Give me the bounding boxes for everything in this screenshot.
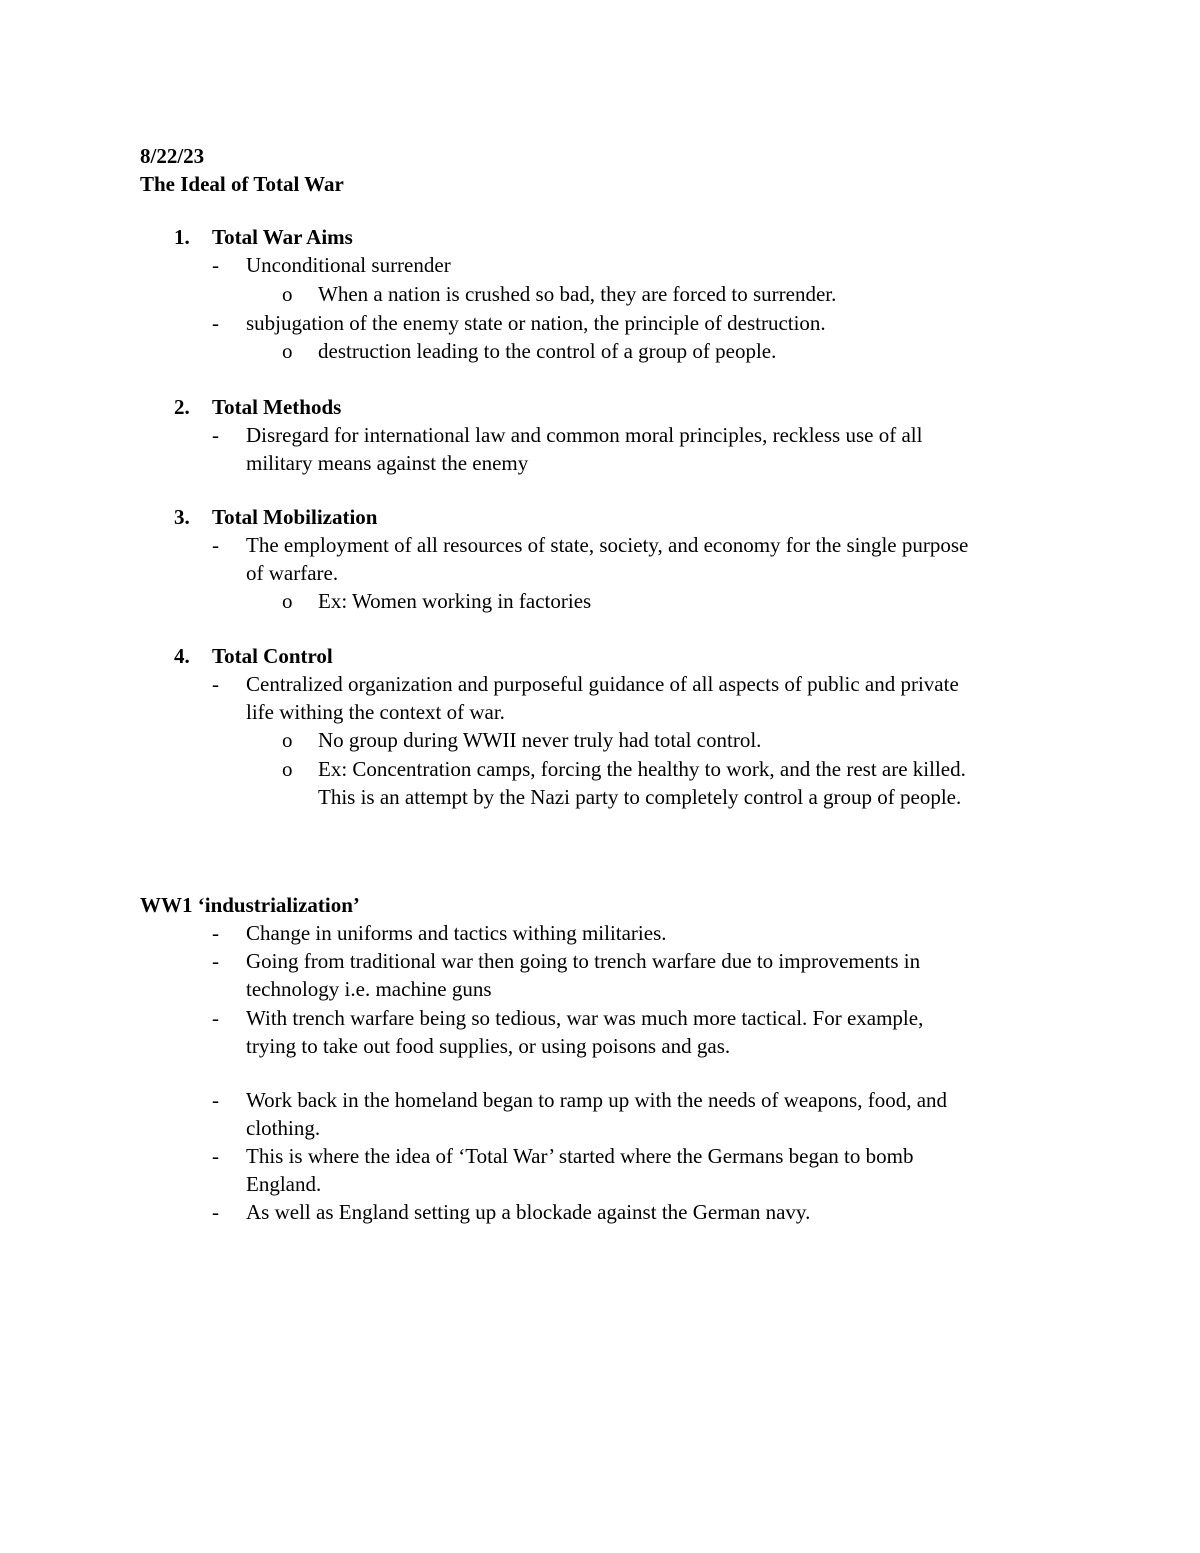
sub-bullet-marker: o: [282, 728, 293, 752]
sub-list-item: No group during WWII never truly had total control.: [318, 728, 762, 752]
sub-list-item: destruction leading to the control of a group of people.: [318, 339, 777, 363]
page-title: The Ideal of Total War: [140, 172, 344, 196]
dash-marker: -: [212, 253, 219, 277]
sub-list-item: Ex: Concentration camps, forcing the healthy to work, and the rest are killed.: [318, 757, 966, 781]
dash-marker: -: [212, 1144, 219, 1168]
section-heading: WW1 ‘industrialization’: [140, 893, 360, 917]
dash-marker: -: [212, 949, 219, 973]
list-item: subjugation of the enemy state or nation, the principle of destruction.: [246, 311, 826, 335]
sub-list-item-continued: This is an attempt by the Nazi party to completely control a group of people.: [318, 785, 962, 809]
section-number: 4.: [174, 644, 190, 668]
dash-marker: -: [212, 311, 219, 335]
list-item-continued: technology i.e. machine guns: [246, 977, 492, 1001]
section-heading: Total War Aims: [212, 225, 353, 249]
list-item-continued: trying to take out food supplies, or using poisons and gas.: [246, 1034, 731, 1058]
list-item-continued: military means against the enemy: [246, 451, 529, 475]
section-heading: Total Mobilization: [212, 505, 378, 529]
list-item: Going from traditional war then going to trench warfare due to improvements in: [246, 949, 921, 973]
list-item: As well as England setting up a blockade against the German navy.: [246, 1200, 811, 1224]
list-item: Work back in the homeland began to ramp up with the needs of weapons, food, and: [246, 1088, 948, 1112]
section-heading: Total Methods: [212, 395, 342, 419]
sub-bullet-marker: o: [282, 757, 293, 781]
list-item: With trench warfare being so tedious, war was much more tactical. For example,: [246, 1006, 924, 1030]
sub-bullet-marker: o: [282, 589, 293, 613]
list-item-continued: clothing.: [246, 1116, 321, 1140]
list-item: This is where the idea of ‘Total War’ started where the Germans began to bomb: [246, 1144, 914, 1168]
list-item-continued: of warfare.: [246, 561, 339, 585]
list-item-continued: England.: [246, 1172, 322, 1196]
list-item: Disregard for international law and common moral principles, reckless use of all: [246, 423, 923, 447]
dash-marker: -: [212, 533, 219, 557]
section-heading: Total Control: [212, 644, 333, 668]
sub-bullet-marker: o: [282, 339, 293, 363]
section-number: 2.: [174, 395, 190, 419]
sub-list-item: When a nation is crushed so bad, they are forced to surrender.: [318, 282, 837, 306]
note-date: 8/22/23: [140, 144, 205, 168]
list-item: Change in uniforms and tactics withing militaries.: [246, 921, 667, 945]
list-item-continued: life withing the context of war.: [246, 700, 505, 724]
sub-list-item: Ex: Women working in factories: [318, 589, 592, 613]
section-number: 3.: [174, 505, 190, 529]
dash-marker: -: [212, 672, 219, 696]
section-number: 1.: [174, 225, 190, 249]
list-item: The employment of all resources of state, society, and economy for the single purpose: [246, 533, 969, 557]
dash-marker: -: [212, 423, 219, 447]
sub-bullet-marker: o: [282, 282, 293, 306]
list-item: Unconditional surrender: [246, 253, 451, 277]
dash-marker: -: [212, 921, 219, 945]
list-item: Centralized organization and purposeful guidance of all aspects of public and private: [246, 672, 959, 696]
dash-marker: -: [212, 1088, 219, 1112]
dash-marker: -: [212, 1006, 219, 1030]
dash-marker: -: [212, 1200, 219, 1224]
